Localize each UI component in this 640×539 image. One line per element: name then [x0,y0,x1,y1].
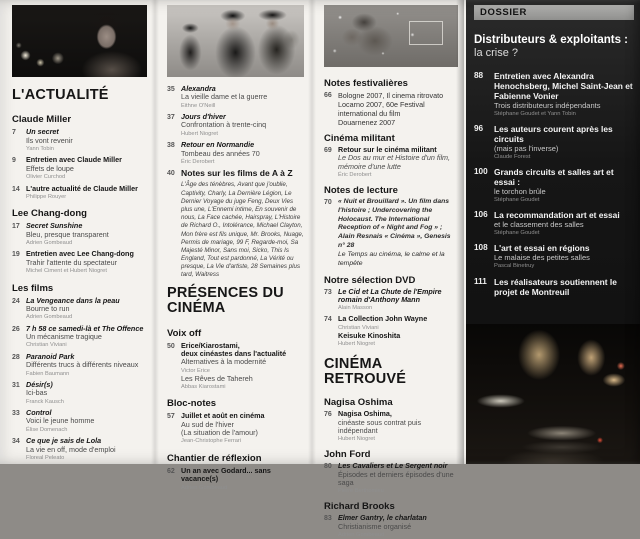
photo-men-winter-still [167,5,304,77]
festival-line: Locarno 2007, 60e Festival international du film [338,100,425,118]
entry-author: Franck Kausch [26,398,64,405]
entry-subtitle: Christianisme organisé [338,521,412,531]
festival-line: Douarnenez 2007 [338,118,396,127]
toc-entry [12,297,147,322]
entry-author: Hubert Niogret [338,436,375,443]
group-heading: John Ford [324,449,371,461]
page-number: 19 [12,251,20,259]
entry-title: Nagisa Oshima, [338,409,392,419]
toc-entry [12,156,147,181]
toc-entry [474,71,634,118]
entry-title: Erice/Kiarostami, [181,340,240,350]
dossier-title: Distributeurs & exploitants : [474,34,628,46]
toc-entry [12,185,147,201]
photo-frame-detail [409,21,443,45]
entry-author-2: Hubert Niogret [338,340,375,347]
entry-title: La Vengeance dans la peau [26,295,120,305]
entry-author: Adrien Gombeaud [181,484,228,491]
entry-title: Control [26,408,52,418]
entry-author-2: Abbas Kiarostami [181,383,226,390]
entry-title: Paranoid Park [26,351,75,361]
toc-entry [167,412,304,445]
entry-title: Retour sur le cinéma militant [338,145,437,154]
film-list: L'Âge des ténèbres, Avant que j'oublie, Captivity, Charly, La Dernière Légion, Le Dernier Voyage du juge Feng, Deux Vies plus une, L'Ennemi intime, En souvenir de nous, La Face cachée, Hairspray, L'Histoire de Richard O., Intolérance, Michael Clayton, Mon frère est fils unique, Mr. Brooks, Nuage, Permis de mariage, 99 F, Regarde-moi, Sa Majesté Minor, Sans moi, Sicko, This Is England, Tout est pardonné, La Vérité ou presque, La Vie d'artiste, 28 Semaines plus tard, Waitress [181,181,304,279]
group-heading: Lee Chang-dong [12,208,87,220]
column-retrouve [314,0,466,538]
page-number: 74 [324,316,332,324]
toc-entry [324,198,458,269]
entry-author: Pierre Berthomieu [338,488,384,495]
entry-subtitle: La vieille dame et la guerre [181,92,268,102]
entry-subtitle-2: (La situation de l'amour) [181,428,258,438]
toc-entry [474,243,634,270]
group-heading: Voix off [167,327,202,339]
page-number: 88 [474,70,484,80]
entry-title: L'art et essai en régions [494,243,590,254]
group-heading: Chantier de réflexion [167,452,262,464]
entry-subtitle: le torchon brûle [494,187,546,197]
entry-subtitle: Épisodes et derniers épisodes d'une saga [338,469,454,487]
toc-entry [12,353,147,378]
toc-entry [12,128,147,153]
section-heading: L'ACTUALITÉ [12,87,109,103]
entry-title: La recommandation art et essai [494,210,620,221]
entry-subtitle: Différents trucs à différents niveaux [26,360,139,370]
page-number: 80 [324,463,332,471]
page-number: 31 [12,382,20,389]
entry-subtitle: Voici le jeune homme [26,416,95,426]
entry-subtitle: (mais pas l'inverse) [494,143,559,153]
toc-entry [12,325,147,350]
toc-entry [474,210,634,237]
entry-title: Entretien avec Alexandra Henochsberg, Michel Saint-Jean et Fabienne Vonier [494,70,633,101]
group-heading: Nagisa Oshima [324,397,393,409]
entry-author: Éric Derobert [181,158,215,165]
entry-title: Grands circuits et salles art et essai : [494,167,614,188]
entry-subtitle: Au sud de l'hiver [181,419,234,429]
entry-subtitle: La vie en off, mode d'emploi [26,444,116,454]
entry-subtitle: et le classement des salles [494,220,584,230]
entry-author: Claude Forest [494,153,531,160]
entry-title: La Collection John Wayne [338,314,428,324]
toc-entry [474,167,634,204]
page-number: 38 [167,142,175,150]
toc-entry [12,381,147,406]
entry-author: Adrien Gombeaud [338,531,385,538]
entry-subtitle: Ici-bas [26,388,48,398]
entry-title: Juillet et août en cinéma [181,411,265,421]
toc-entry [167,113,304,138]
section-heading: CINÉMA RETROUVÉ [324,355,407,388]
page-number: 7 [12,129,16,137]
dossier-label: DOSSIER [474,5,634,20]
page-number: 106 [474,210,488,220]
entry-author: Yann Tobin [26,145,54,152]
entry-title: 7 h 58 ce samedi-là et The Offence [26,323,144,333]
page-number: 33 [12,410,20,418]
entry-subtitle-2: Les Rêves de Tahereh [181,373,253,383]
page-number: 73 [324,288,332,296]
entry-title: Les réalisateurs soutiennent le projet de Montreuil [494,276,617,297]
page-number: 70 [324,198,332,206]
group-heading: Claude Miller [12,114,72,126]
entry-author: Michel Ciment et Hubert Niogret [26,268,107,275]
entry-title: Entretien avec Lee Chang-dong [26,249,134,259]
toc-entry [324,91,458,127]
entry-subtitle: Tombeau des années 70 [181,148,260,158]
entry-title: Alexandra [181,84,216,93]
section-heading: PRÉSENCES DU CINÉMA [167,285,284,317]
page-number: 69 [324,147,332,154]
page-number: 108 [474,243,488,253]
toc-entry [474,277,634,297]
entry-author: Hubert Niogret [181,130,218,137]
entry-title: Entretien avec Claude Miller [26,155,122,165]
entry-subtitle: Ils vont revenir [26,135,73,145]
page-number: 40 [167,170,175,178]
entry-title-line2: deux cinéastes dans l'actualité [181,348,287,358]
page-number: 111 [474,276,487,286]
page-number: 37 [167,114,175,122]
page-number: 26 [12,325,20,333]
page-number: 57 [167,413,175,421]
entry-subtitle: Bleu, presque transparent [26,229,109,239]
entry-title: Retour en Normandie [181,140,255,150]
entry-title: Les Cavaliers et Le Sergent noir [338,461,448,471]
entry-title: Le Cid et La Chute de l'Empire romain d'Anthony Mann [338,286,442,304]
entry-author: Eithne O'Neill [181,102,216,109]
group-heading: Notes de lecture [324,184,398,196]
page-number: 9 [12,157,16,165]
entry-author: Pascal Binetruy [494,263,535,270]
page-number: 66 [324,92,332,99]
entry-subtitle: Le Dos au mur et Histoire d'un film, mémoire d'une lutte [338,153,451,171]
entry-title: L'autre actualité de Claude Miller [26,183,138,193]
entry-title: Notes sur les films de A à Z [181,168,293,179]
entry-subtitle: Le malaise des petites salles [494,253,590,263]
entry-author: Stéphane Goudet [494,197,540,204]
page-number: 83 [324,515,332,523]
photo-snow-couple-still [324,5,458,67]
entry-title: Jours d'hiver [181,112,226,122]
page-number: 62 [167,467,175,475]
entry-author: Alain Masson [338,305,373,312]
entry-author: Fabien Baumann [26,370,70,377]
toc-entry [324,315,458,348]
entry-subtitle: Trois distributeurs indépendants [494,100,601,110]
group-heading: Cinéma militant [324,133,395,144]
entry-author: Élise Domenach [26,426,68,433]
column-presences [157,0,314,491]
entry-author: Adrien Gombeaud [26,239,73,246]
column-dossier [466,0,640,464]
entry-author: Christian Viviani [338,324,379,331]
festival-line: Bologne 2007, Il cinema ritrovato [338,91,444,100]
toc-entry [474,124,634,161]
toc-entry [12,437,147,462]
group-heading: Notes festivalières [324,78,408,89]
entry-subtitle: Alternatives à la modernité [181,357,267,367]
book-title-2: Le Temps au cinéma, le calme et la tempête [338,250,445,267]
page-number: 76 [324,411,332,419]
toc-entry [324,462,458,495]
group-heading: Bloc-notes [167,398,217,410]
entry-author: Adrien Gombeaud [26,314,73,321]
group-heading: Les films [12,282,54,294]
toc-entry [12,409,147,434]
book-titles: « Nuit et Brouillard ». Un film dans l'histoire ; Undercovering the Holocaust. The International Reception of « Night and Fog » ; Alain Resnais « Cinéma », Genesis n° 28 [338,197,451,250]
group-heading: Notre sélection DVD [324,274,416,286]
column-actualite [0,0,157,464]
entry-title: Elmer Gantry, le charlatan [338,513,427,523]
entry-author: Floreal Peleato [26,454,65,461]
page-number: 35 [167,86,175,93]
entry-author: Christian Viviani [26,342,67,349]
entry-title: Ce que je sais de Lola [26,436,102,446]
entry-title: Un an avec Godard... sans vacance(s) [181,465,271,484]
toc-entry [167,342,304,391]
entry-subtitle: Un mécanisme tragique [26,332,102,342]
page-number: 50 [167,342,175,350]
page-number: 34 [12,438,20,446]
entry-title: Les auteurs courent après les circuits [494,123,613,144]
photo-cinema-facade-night [466,324,640,464]
group-heading: Richard Brooks [324,501,395,513]
page-number: 100 [474,167,488,177]
entry-title: Secret Sunshine [26,221,83,231]
toc-entry-notes-a-z [167,169,304,279]
entry-author: Stéphane Goudet et Yann Tobin [494,110,576,117]
toc-entry [324,146,458,179]
page-number: 28 [12,353,20,361]
entry-subtitle: Bourne to run [26,303,70,313]
entry-author: Philippe Rouyer [26,193,67,200]
photo-woman-night-still [12,5,147,77]
toc-entry [167,141,304,166]
page-number: 96 [474,123,484,133]
entry-title: Un secret [26,127,59,137]
entry-author: Olivier Curchod [26,174,66,181]
page-number: 17 [12,223,20,231]
toc-entry [324,410,458,443]
toc-entry [167,467,304,492]
entry-subtitle: Confrontation à trente-cinq [181,120,267,130]
toc-entry [324,288,458,313]
toc-entry [12,250,147,275]
page-number: 24 [12,297,20,305]
entry-subtitle: cinéaste sous contrat puis indépendant [338,417,422,435]
dossier-subtitle: la crise ? [474,46,519,59]
toc-entry [324,514,458,539]
entry-title: Désir(s) [26,380,53,389]
entry-subtitle: Effets de loupe [26,163,74,173]
entry-author: Victor Erice [181,367,210,374]
entry-subtitle: Trahir l'attente du spectateur [26,257,117,267]
entry-title-2: Keisuke Kinoshita [338,330,401,340]
toc-entry [167,85,304,110]
entry-author: Stéphane Goudet [494,230,540,237]
entry-author: Jean-Christophe Ferrari [181,438,242,445]
toc-entry [12,222,147,247]
entry-author: Éric Derobert [338,172,372,179]
page-number: 14 [12,185,20,193]
